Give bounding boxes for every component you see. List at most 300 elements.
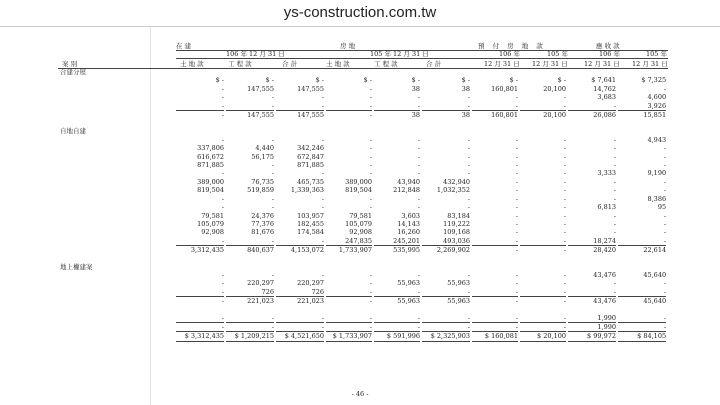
cell-text: - xyxy=(271,135,274,144)
cell-value xyxy=(276,93,326,101)
cell-value xyxy=(520,314,568,322)
row-label xyxy=(58,85,176,93)
table-row xyxy=(58,203,668,211)
cell-text: - xyxy=(563,219,566,228)
cell-value xyxy=(176,144,226,152)
cell-text: $ 591,996 xyxy=(374,331,420,341)
cell-text: - xyxy=(221,236,224,245)
cell-value xyxy=(568,220,618,228)
cell-text: 81,676 xyxy=(251,228,274,237)
cell-value xyxy=(326,220,374,228)
cell-text: 38 xyxy=(374,110,420,119)
cell-text: - xyxy=(369,279,372,288)
cell-text: 6,813 xyxy=(597,203,616,212)
cell-value xyxy=(618,136,668,144)
cell-text: 432,940 xyxy=(443,177,470,186)
cell-text: - xyxy=(417,152,420,161)
cell-text: - xyxy=(271,161,274,170)
cell-value xyxy=(520,102,568,110)
cell-text: - xyxy=(515,279,518,288)
cell-text: - xyxy=(563,93,566,102)
cell-text: 616,672 xyxy=(197,152,224,161)
cell-value xyxy=(374,331,422,341)
cell-value xyxy=(520,228,568,236)
cell-text: - xyxy=(321,194,324,203)
cell-text: 147,555 xyxy=(297,84,324,93)
cell-value xyxy=(326,93,374,101)
cell-value xyxy=(568,237,618,245)
cell-text: - xyxy=(515,177,518,186)
spacer-cell xyxy=(58,306,668,314)
row-label xyxy=(58,178,176,186)
row-label xyxy=(58,220,176,228)
cell-value xyxy=(568,271,618,279)
cell-value xyxy=(276,237,326,245)
cell-value xyxy=(520,161,568,169)
cell-text: - xyxy=(369,169,372,178)
cell-value xyxy=(374,245,422,254)
cell-text: 4,600 xyxy=(647,93,667,102)
subtotal-row xyxy=(58,245,668,254)
cell-text: 105,079 xyxy=(197,219,224,228)
spacer-row xyxy=(58,119,668,127)
cell-value xyxy=(276,331,326,341)
cell-text: 3,603 xyxy=(401,211,420,220)
subtotal-row xyxy=(58,110,668,119)
page-top-edge xyxy=(0,26,720,27)
cell-text: - xyxy=(613,194,616,203)
cell-value xyxy=(326,178,374,186)
cell-value xyxy=(568,288,618,296)
cell-value xyxy=(276,322,326,331)
table-row xyxy=(58,93,668,101)
cell-value xyxy=(226,186,276,194)
cell-value xyxy=(618,178,668,186)
cell-text: - xyxy=(563,177,566,186)
cell-text: 43,476 xyxy=(568,296,616,305)
cell-text: $ - xyxy=(509,76,518,85)
cell-text: - xyxy=(515,219,518,228)
cell-value xyxy=(226,220,276,228)
cell-value xyxy=(422,314,472,322)
cell-text: - xyxy=(467,194,470,203)
cell-value xyxy=(176,203,226,211)
cell-text: - xyxy=(326,322,372,331)
row-label xyxy=(58,195,176,203)
cell-value xyxy=(326,279,374,287)
cell-text: 147,555 xyxy=(276,110,324,119)
cell-value xyxy=(326,161,374,169)
cell-value xyxy=(472,245,520,254)
cell-text: 726 xyxy=(261,287,274,296)
cell-text: - xyxy=(271,236,274,245)
cell-text: - xyxy=(417,270,420,279)
cell-value xyxy=(226,153,276,161)
spacer-row xyxy=(58,306,668,314)
cell-text: - xyxy=(663,236,667,245)
cell-text: 3,333 xyxy=(597,169,616,178)
cell-value xyxy=(520,322,568,331)
section-title: 地上權建案 xyxy=(60,262,93,271)
cell-text: - xyxy=(271,101,274,110)
table-row xyxy=(58,220,668,228)
cell-text: 119,222 xyxy=(443,219,470,228)
row-label xyxy=(58,169,176,177)
cell-text: 79,581 xyxy=(201,211,224,220)
cell-value xyxy=(520,288,568,296)
cell-text: - xyxy=(221,93,224,102)
cell-text: 105,079 xyxy=(345,219,372,228)
cell-text: 871,885 xyxy=(197,161,224,170)
cell-text: - xyxy=(374,322,420,331)
cell-text: 672,847 xyxy=(297,152,324,161)
cell-value xyxy=(568,296,618,305)
subtotal-row xyxy=(58,296,668,305)
cell-text: 83,184 xyxy=(447,211,470,220)
header-period-105: 105 年 12 月 31 日 xyxy=(370,50,429,58)
cell-value xyxy=(520,220,568,228)
cell-value xyxy=(618,228,668,236)
cell-text: - xyxy=(563,313,566,322)
cell-text: - xyxy=(276,322,324,331)
cell-text: - xyxy=(221,313,224,322)
cell-text: - xyxy=(369,203,372,212)
row-label xyxy=(58,331,176,341)
cell-text: $ 20,100 xyxy=(520,331,566,341)
cell-text: 220,297 xyxy=(247,279,274,288)
cell-value xyxy=(422,331,472,341)
cell-value xyxy=(176,195,226,203)
cell-value xyxy=(276,102,326,110)
cell-text: 38 xyxy=(461,84,470,93)
cell-text: 14,762 xyxy=(593,84,616,93)
grand-total-row xyxy=(58,331,668,341)
cell-value xyxy=(618,203,668,211)
cell-text: 15,851 xyxy=(618,110,666,119)
section-title-row xyxy=(58,127,668,135)
cell-text: - xyxy=(515,194,518,203)
cell-value xyxy=(226,85,276,93)
cell-text: $ - xyxy=(363,76,372,85)
cell-text: 160,801 xyxy=(491,84,518,93)
cell-text: - xyxy=(369,287,372,296)
row-label xyxy=(58,288,176,296)
header-year-105-ar: 105 年 xyxy=(646,50,667,58)
cell-value xyxy=(176,228,226,236)
cell-value xyxy=(422,178,472,186)
cell-value xyxy=(374,220,422,228)
cell-value xyxy=(326,331,374,341)
cell-text: 519,859 xyxy=(247,186,274,195)
cell-text: - xyxy=(221,135,224,144)
cell-text: - xyxy=(417,93,420,102)
cell-value xyxy=(618,153,668,161)
cell-value xyxy=(374,144,422,152)
cell-value xyxy=(326,186,374,194)
cell-value xyxy=(226,195,276,203)
cell-text: - xyxy=(271,270,274,279)
cell-text: - xyxy=(417,144,420,153)
cell-value xyxy=(568,186,618,194)
cell-value xyxy=(520,93,568,101)
cell-text: - xyxy=(663,186,667,195)
cell-text: - xyxy=(515,169,518,178)
cell-text: - xyxy=(663,144,667,153)
cell-value xyxy=(568,178,618,186)
section-title-row xyxy=(58,263,668,271)
cell-text: - xyxy=(417,101,420,110)
cell-value xyxy=(176,136,226,144)
cell-value xyxy=(568,245,618,254)
cell-text: 535,995 xyxy=(374,245,420,254)
cell-value xyxy=(618,237,668,245)
cell-value xyxy=(374,110,422,119)
cell-value xyxy=(326,136,374,144)
cell-text: - xyxy=(326,296,372,305)
cell-value xyxy=(520,279,568,287)
table-row xyxy=(58,212,668,220)
cell-value xyxy=(326,76,374,84)
cell-text: 76,735 xyxy=(251,177,274,186)
cell-value xyxy=(422,203,472,211)
cell-text: - xyxy=(515,101,518,110)
cell-text: 45,640 xyxy=(643,270,667,279)
cell-text: - xyxy=(176,296,224,305)
cell-text: - xyxy=(515,211,518,220)
cell-text: - xyxy=(321,135,324,144)
header-receivable: 應 收 款 xyxy=(596,42,620,50)
cell-value xyxy=(374,186,422,194)
cell-text: 1,990 xyxy=(568,322,616,331)
cell-value xyxy=(568,110,618,119)
cell-text: 726 xyxy=(311,287,324,296)
table-row xyxy=(58,237,668,245)
header-rule-mid xyxy=(176,58,668,59)
cell-value xyxy=(472,288,520,296)
cell-text: - xyxy=(663,219,667,228)
section-title: 自地自建 xyxy=(60,127,86,136)
cell-text: $ - xyxy=(315,76,324,85)
cell-value xyxy=(568,228,618,236)
cell-text: 389,000 xyxy=(345,177,372,186)
cell-text: - xyxy=(417,287,420,296)
cell-text: 16,260 xyxy=(397,228,420,237)
cell-text: - xyxy=(613,219,616,228)
cell-value xyxy=(276,228,326,236)
cell-value xyxy=(176,76,226,84)
cell-text: $ - xyxy=(557,76,566,85)
header-land: 房 地 xyxy=(340,42,356,50)
cell-text: 55,963 xyxy=(374,296,420,305)
cell-text: - xyxy=(613,135,616,144)
section-title-row xyxy=(58,68,668,76)
cell-text: - xyxy=(563,203,566,212)
cell-text: - xyxy=(221,194,224,203)
cell-text: 92,908 xyxy=(349,228,372,237)
cell-value xyxy=(520,136,568,144)
cell-value xyxy=(226,288,276,296)
cell-value xyxy=(374,153,422,161)
cell-value xyxy=(472,228,520,236)
cell-text: - xyxy=(467,135,470,144)
cell-value xyxy=(618,245,668,254)
cell-text: - xyxy=(417,313,420,322)
cell-text: $ 4,521,650 xyxy=(276,331,324,341)
cell-text: 20,100 xyxy=(543,84,566,93)
cell-text: $ 7,641 xyxy=(591,76,616,85)
cell-text: $ - xyxy=(461,76,470,85)
cell-text: 221,023 xyxy=(276,296,324,305)
cell-text: - xyxy=(515,186,518,195)
cell-text: 55,963 xyxy=(422,296,470,305)
row-label xyxy=(58,271,176,279)
cell-text: - xyxy=(663,84,667,93)
cell-text: 2,269,902 xyxy=(422,245,470,254)
cell-text: - xyxy=(369,84,372,93)
cell-value xyxy=(568,161,618,169)
cell-value xyxy=(176,212,226,220)
cell-text: 819,504 xyxy=(345,186,372,195)
table-row xyxy=(58,76,668,84)
cell-text: - xyxy=(663,313,667,322)
row-label xyxy=(58,237,176,245)
cell-text: - xyxy=(369,313,372,322)
cell-value xyxy=(472,279,520,287)
cell-text: - xyxy=(515,93,518,102)
cell-value xyxy=(520,212,568,220)
cell-value xyxy=(326,110,374,119)
cell-value xyxy=(422,195,472,203)
cell-value xyxy=(276,136,326,144)
cell-value xyxy=(422,245,472,254)
cell-text: 4,440 xyxy=(255,144,274,153)
cell-text: 871,885 xyxy=(297,161,324,170)
header-sub-construction-106: 工 程 款 xyxy=(228,60,252,68)
cell-value xyxy=(226,331,276,341)
cell-text: - xyxy=(369,144,372,153)
cell-value xyxy=(176,169,226,177)
cell-value xyxy=(176,85,226,93)
cell-text: 20,100 xyxy=(520,110,566,119)
cell-value xyxy=(374,161,422,169)
cell-text: - xyxy=(515,287,518,296)
cell-text: - xyxy=(221,203,224,212)
row-label xyxy=(58,153,176,161)
header-sub-land-105: 土 地 款 xyxy=(326,60,350,68)
cell-text: - xyxy=(369,270,372,279)
cell-value xyxy=(226,169,276,177)
cell-value xyxy=(568,85,618,93)
cell-value xyxy=(422,153,472,161)
cell-value xyxy=(472,161,520,169)
table-row xyxy=(58,288,668,296)
cell-value xyxy=(618,144,668,152)
table-row xyxy=(58,186,668,194)
cell-value xyxy=(618,102,668,110)
cell-value xyxy=(176,102,226,110)
cell-value xyxy=(568,136,618,144)
cell-value xyxy=(176,245,226,254)
cell-text: - xyxy=(417,194,420,203)
cell-text: - xyxy=(618,322,666,331)
cell-text: - xyxy=(467,161,470,170)
cell-value xyxy=(326,228,374,236)
cell-text: - xyxy=(467,101,470,110)
cell-value xyxy=(374,93,422,101)
cell-value xyxy=(472,203,520,211)
cell-text: - xyxy=(321,101,324,110)
cell-value xyxy=(520,203,568,211)
cell-text: 24,376 xyxy=(251,211,274,220)
cell-value xyxy=(472,237,520,245)
cell-text: - xyxy=(563,211,566,220)
cell-text: - xyxy=(613,287,616,296)
cell-value xyxy=(568,153,618,161)
cell-text: $ 84,105 xyxy=(618,331,666,341)
cell-text: $ 3,312,435 xyxy=(176,331,224,341)
cell-value xyxy=(568,195,618,203)
row-label xyxy=(58,186,176,194)
cell-text: - xyxy=(369,101,372,110)
cell-value xyxy=(520,178,568,186)
cell-value xyxy=(422,279,472,287)
cell-value xyxy=(326,203,374,211)
spacer-row xyxy=(58,255,668,263)
cell-value xyxy=(226,322,276,331)
cell-text: - xyxy=(321,169,324,178)
cell-value xyxy=(374,195,422,203)
cell-value xyxy=(276,220,326,228)
cell-text: - xyxy=(221,101,224,110)
cell-value xyxy=(374,169,422,177)
cell-value xyxy=(422,144,472,152)
ledger-table xyxy=(58,68,668,342)
cell-text: - xyxy=(271,313,274,322)
table-row xyxy=(58,102,668,110)
cell-text: 92,908 xyxy=(201,228,224,237)
cell-text: - xyxy=(472,322,518,331)
cell-value xyxy=(226,93,276,101)
row-label xyxy=(58,212,176,220)
header-in-progress: 在 建 xyxy=(176,42,192,50)
cell-value xyxy=(520,186,568,194)
cell-value xyxy=(422,288,472,296)
cell-value xyxy=(618,161,668,169)
cell-value xyxy=(326,322,374,331)
table-row xyxy=(58,195,668,203)
header-sub-total-105: 合 計 xyxy=(426,60,442,68)
cell-value xyxy=(472,220,520,228)
cell-value xyxy=(422,169,472,177)
cell-text: - xyxy=(563,287,566,296)
cell-text: 465,735 xyxy=(297,177,324,186)
cell-value xyxy=(618,186,668,194)
cell-value xyxy=(520,271,568,279)
cell-text: - xyxy=(515,270,518,279)
cell-text: - xyxy=(321,313,324,322)
cell-value xyxy=(226,161,276,169)
cell-value xyxy=(226,279,276,287)
cell-text: 212,848 xyxy=(393,186,420,195)
cell-text: 18,274 xyxy=(593,236,616,245)
header-date-105: 12 月 31 日 xyxy=(532,60,568,68)
cell-text: - xyxy=(271,93,274,102)
cell-text: - xyxy=(663,228,667,237)
table-row xyxy=(58,85,668,93)
cell-text: 38 xyxy=(411,84,420,93)
cell-value xyxy=(276,169,326,177)
cell-value xyxy=(276,271,326,279)
